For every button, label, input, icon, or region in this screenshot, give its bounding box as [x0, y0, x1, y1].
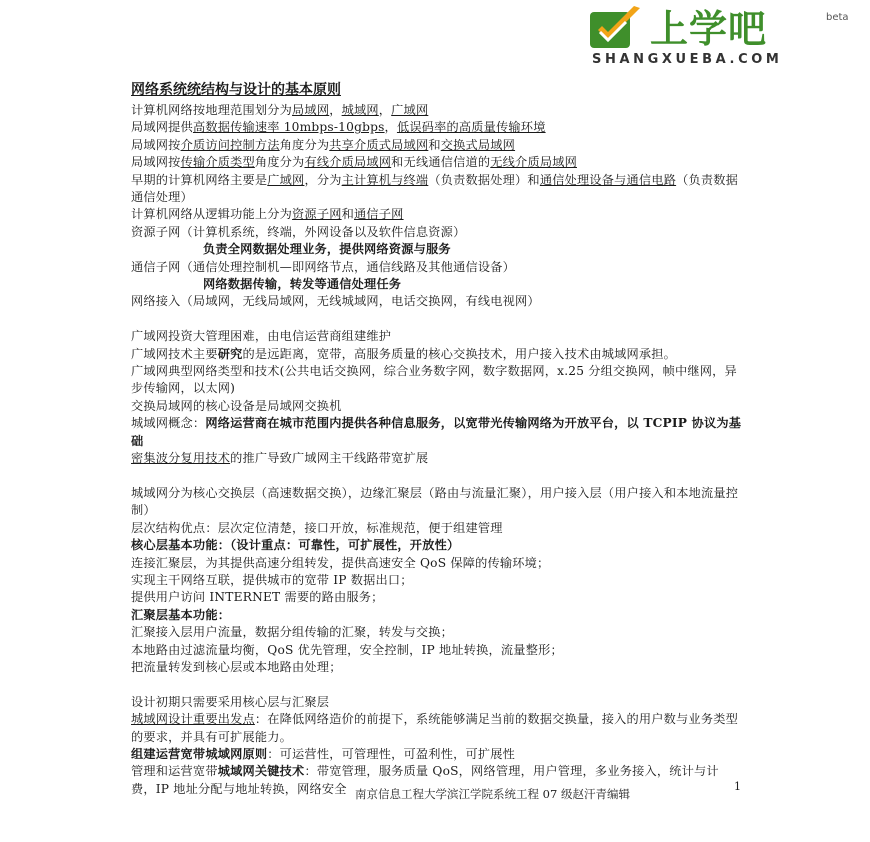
- bold-heading: 核心层基本功能：（设计重点：可靠性，可扩展性，开放性）: [131, 538, 460, 553]
- text: 和: [341, 207, 354, 222]
- paragraph: 交换局域网的核心设备是局域网交换机: [131, 398, 342, 413]
- term: 密集波分复用技术: [131, 451, 231, 466]
- text: 广域网技术主要: [131, 346, 218, 361]
- term: 高数据传输速率 10mbps-10gbps: [192, 120, 385, 135]
- bold-text: 研究: [217, 346, 243, 361]
- text: ，: [378, 103, 392, 117]
- paragraph: [131, 415, 743, 450]
- term: 城域网: [341, 103, 379, 117]
- text: 城域网概念：: [131, 416, 206, 431]
- term: 广域网: [267, 172, 305, 187]
- paragraph: 网络接入（局域网，无线局域网，无线城域网，电话交换网，有线电视网）: [131, 294, 540, 309]
- text: ：可运营性，可管理性，可盈利性，可扩展性: [267, 746, 516, 761]
- term: 无线介质局: [490, 155, 553, 170]
- bold-paragraph: 网络数据传输，转发等通信处理任务: [203, 277, 402, 292]
- paragraph: 把流量转发到核心层或本地路由处理；: [131, 659, 342, 674]
- text: （负责数据通信处理）: [131, 172, 739, 205]
- text: ，: [384, 120, 397, 135]
- text: 早期的计算机网络主要是: [131, 172, 268, 187]
- term: 低误码率的高质量传输环境: [396, 120, 546, 135]
- text: （负责数据处理）和: [428, 172, 540, 187]
- paragraph: 资源子网（计算机系统，终端，外网设备以及软件信息资源）: [131, 224, 466, 239]
- logo-chinese-text: 上学吧: [650, 7, 768, 51]
- term: 传输介质类型: [180, 155, 255, 170]
- bold-paragraph: 负责全网数据处理业务，提供网络资源与服务: [203, 242, 451, 257]
- paragraph: [131, 154, 743, 171]
- page-title: 网络系统统结构与设计的基本原则: [131, 82, 341, 98]
- paragraph: [131, 172, 743, 207]
- paragraph: [131, 206, 743, 223]
- text: 的推广导致广域网主干线路带宽扩展: [230, 451, 429, 466]
- term: 局域网: [292, 103, 330, 117]
- term: 通信子网: [354, 207, 404, 222]
- term: 域网: [552, 155, 577, 170]
- paragraph: 提供用户访问 INTERNET 需要的路由服务；: [131, 590, 384, 605]
- paragraph: [131, 711, 743, 746]
- paragraph: [131, 746, 743, 763]
- bold-text: 网络运营商在城市范围内提供各种信息服务，以宽带光传输网络为开放平台，以 TCPIP 协议为基础: [131, 416, 742, 448]
- term: 广域网: [391, 103, 429, 117]
- text: 计算机网络从逻辑功能上分为: [131, 207, 293, 222]
- term: 资源子网: [292, 207, 342, 222]
- term: 介质访问控制方法: [180, 137, 280, 152]
- paragraph: 层次结构优点：层次定位清楚，接口开放，标准规范，便于组建管理: [131, 520, 503, 535]
- term: 交换式局域网: [440, 137, 516, 152]
- paragraph: 通信子网（通信处理控制机—即网络节点，通信线路及其他通信设备）: [131, 259, 516, 274]
- text: 局域网按: [131, 137, 181, 152]
- paragraph: [131, 137, 743, 154]
- bold-text: 城域网关键技术: [217, 764, 305, 779]
- text: ：在降低网络造价的前提下，系统能够满足当前的数据交换量，接入的用户数与业务类型的要求，并具有可扩展能力。: [131, 712, 738, 744]
- logo-beta: beta: [826, 12, 849, 23]
- term: 有线介质局域网: [304, 155, 392, 170]
- text: 管理和运营宽带: [131, 764, 218, 779]
- paragraph: [131, 346, 743, 363]
- bold-text: 组建运营宽带城域网原则: [131, 746, 268, 761]
- text: ：带宽管理，服务质量 QoS，网络管理，用户管理，多业务接入，统计与计费，IP 地址分配与地址转换，网络安全: [131, 764, 719, 796]
- term: 主计算机与终端: [341, 172, 429, 187]
- paragraph: 设计初期只需要采用核心层与汇聚层: [131, 694, 330, 709]
- paragraph: 本地路由过滤流量均衡，QoS 优先管理，安全控制，IP 地址转换，流量整形；: [131, 642, 563, 657]
- text: 的是远距离，宽带，高服务质量的核心交换技术，用户接入技术由城域网承担。: [242, 346, 677, 361]
- paragraph: [131, 450, 743, 467]
- paragraph: 广域网投资大管理困难，由电信运营商组建维护: [131, 329, 392, 344]
- text: 局域网提供: [131, 120, 193, 135]
- term: 处理设备与通信电路: [564, 172, 677, 187]
- page-number: 1: [734, 780, 741, 793]
- text: ，: [329, 103, 342, 117]
- paragraph: 实现主干网络互联，提供城市的宽带 IP 数据出口；: [131, 572, 413, 587]
- shangxueba-logo: [588, 4, 860, 74]
- text: 和: [428, 137, 441, 152]
- term: 城域网设计重要出发点: [131, 712, 255, 727]
- text: ，分为: [304, 172, 342, 187]
- spacer: [131, 468, 743, 485]
- text: 角度分为: [279, 137, 330, 152]
- page-footer: 南京信息工程大学滨江学院系统工程 07 级赵汗青编辑: [355, 787, 630, 801]
- paragraph: [131, 119, 743, 136]
- text: 角度分为: [254, 155, 305, 170]
- paragraph: 汇聚接入层用户流量，数据分组传输的汇聚，转发与交换；: [131, 625, 454, 640]
- text: 局域网按: [131, 155, 181, 170]
- paragraph: [131, 102, 743, 119]
- paragraph: 连接汇聚层，为其提供高速分组转发，提供高速安全 QoS 保障的传输环境；: [131, 555, 550, 570]
- spacer: [131, 676, 743, 693]
- document-body: [131, 80, 743, 798]
- logo-english-text: SHANGXUEBA.COM: [592, 52, 783, 67]
- paragraph: 城域网分为核心交换层（高速数据交换），边缘汇聚层（路由与流量汇聚），用户接入层（用户接入和本地流量控制）: [131, 485, 739, 518]
- paragraph: 广域网典型网络类型和技术(公共电话交换网，综合业务数字网，数字数据网，x.25 分组交换网，帧中继网，异步传输网，以太网): [131, 364, 737, 396]
- spacer: [131, 311, 743, 328]
- term: 共享介质式局域网: [329, 137, 429, 152]
- bold-heading: 汇聚层基本功能：: [131, 607, 231, 622]
- leaf-check-icon: [588, 6, 644, 50]
- text: 计算机网络按地理范围划分为: [131, 103, 293, 117]
- text: 和无线通信信道的: [391, 155, 491, 170]
- term: 通信: [539, 172, 565, 187]
